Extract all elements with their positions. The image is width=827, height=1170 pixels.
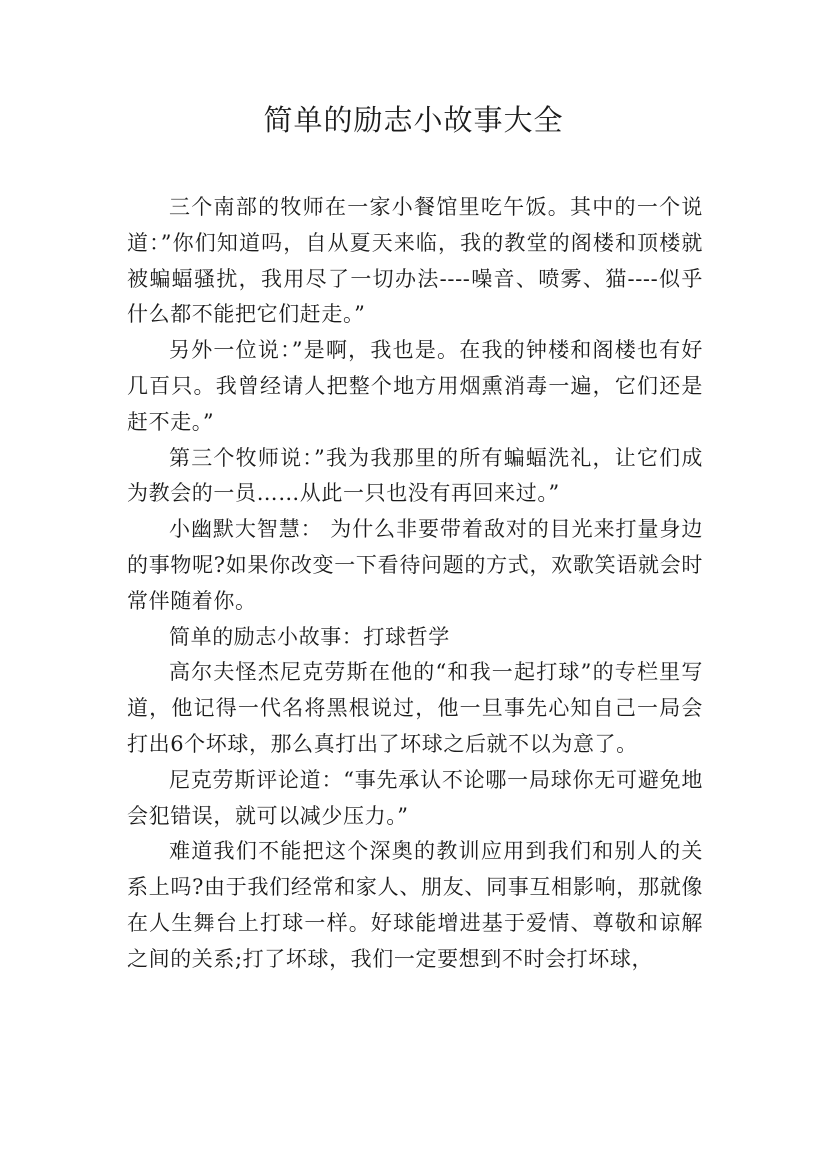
paragraph-4: 小幽默大智慧： 为什么非要带着敌对的目光来打量身边的事物呢?如果你改变一下看待问题的方式，欢歌笑语就会时常伴随着你。 [127, 517, 703, 613]
document-title: 简单的励志小故事大全 [263, 103, 564, 137]
paragraph-7: 难道我们不能把这个深奥的教训应用到我们和别人的关系上吗?由于我们经常和家人、朋友、同事互相影响，那就像在人生舞台上打球一样。好球能增进基于爱情、尊敬和谅解之间的关系;打了坏球，我们一定要想到不时会打坏球， [127, 839, 703, 971]
paragraph-6: 尼克劳斯评论道：“事先承认不论哪一局球你无可避免地会犯错误，就可以减少压力。” [127, 767, 703, 828]
paragraph-5: 高尔夫怪杰尼克劳斯在他的“和我一起打球”的专栏里写道，他记得一代名将黑根说过，他一旦事先心知自己一局会打出6个坏球，那么真打出了坏球之后就不以为意了。 [127, 660, 703, 756]
section-heading: 简单的励志小故事：打球哲学 [169, 624, 450, 649]
paragraph-3: 第三个牧师说：”我为我那里的所有蝙蝠洗礼，让它们成为教会的一员……从此一只也没有再回来过。” [127, 445, 703, 506]
paragraph-1: 三个南部的牧师在一家小餐馆里吃午饭。其中的一个说道：”你们知道吗，自从夏天来临，我的教堂的阁楼和顶楼就被蝙蝠骚扰，我用尽了一切办法----噪音、喷雾、猫----似乎什么都不能把它们赶走。” [127, 195, 703, 327]
paragraph-2: 另外一位说：”是啊，我也是。在我的钟楼和阁楼也有好几百只。我曾经请人把整个地方用烟熏消毒一遍，它们还是赶不走。” [127, 338, 703, 434]
document-body [127, 190, 703, 978]
